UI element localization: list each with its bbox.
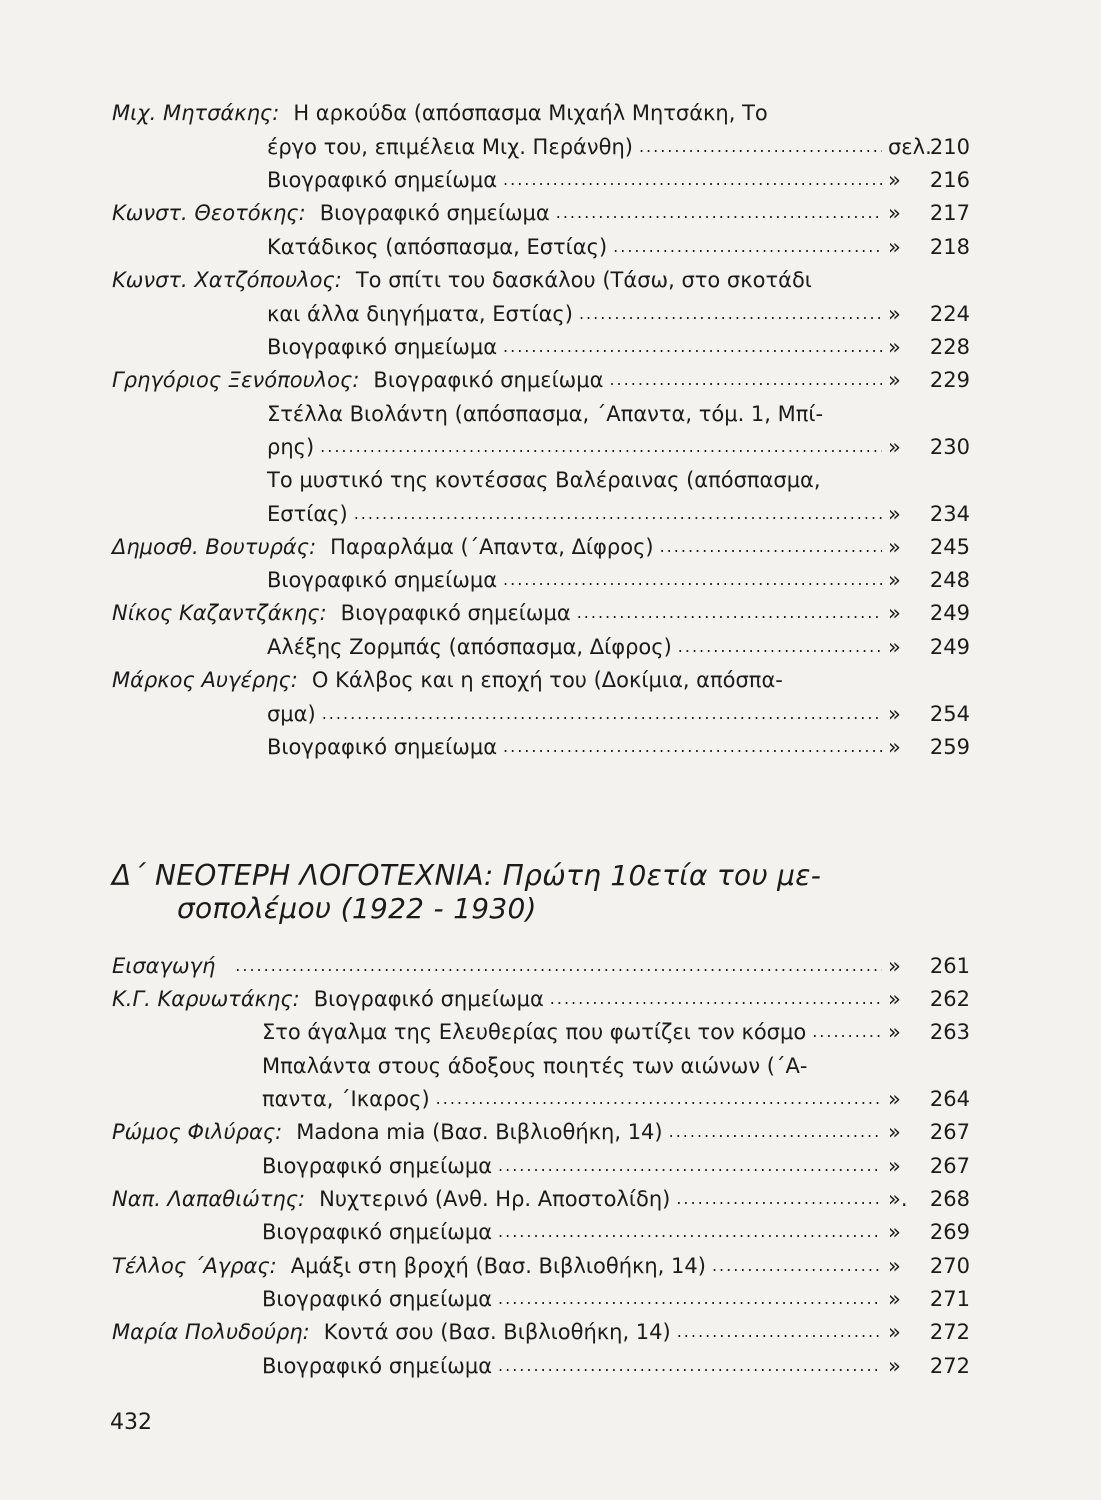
- toc-title: Βιογραφικό σημείωμα: [262, 1220, 493, 1244]
- toc-page-number: 210: [929, 135, 970, 159]
- toc-entry: [112, 1045, 970, 1079]
- toc-title: Κοντά σου (Βασ. Βιβλιοθήκη, 14): [323, 1320, 671, 1344]
- dot-leader: [503, 334, 882, 360]
- page-prefix: »: [888, 987, 901, 1011]
- toc-entry: [112, 1145, 970, 1179]
- toc-entry: [112, 393, 970, 427]
- toc-author: Κ.Γ. Καρυωτάκης:: [112, 987, 300, 1011]
- dot-leader: [660, 534, 882, 560]
- toc-author: Κωνστ. Χατζόπουλος:: [112, 268, 342, 292]
- toc-title: Η αρκούδα (απόσπασμα Μιχαήλ Μητσάκη, Το: [293, 101, 768, 125]
- toc-page-number: 272: [929, 1354, 970, 1378]
- toc-title: Παραρλάμα (΄Απαντα, Δίφρος): [330, 535, 654, 559]
- toc-title: ρης): [267, 435, 315, 459]
- dot-leader: [556, 200, 882, 226]
- toc-entry: [112, 1311, 970, 1345]
- toc-page-number: 254: [929, 702, 970, 726]
- toc-entry: [112, 326, 970, 360]
- toc-title: παντα, ΄Ικαρος): [262, 1087, 430, 1111]
- page-prefix: »: [888, 1320, 901, 1344]
- dot-leader: [498, 1219, 882, 1245]
- page-prefix: »: [888, 1020, 901, 1044]
- toc-entry: [112, 493, 970, 527]
- toc-page-number: 217: [929, 201, 970, 225]
- toc-entry: [112, 1078, 970, 1112]
- page-prefix: »: [888, 702, 901, 726]
- toc-entry: [112, 1345, 970, 1379]
- dot-leader: [639, 134, 882, 160]
- toc-entry: [112, 592, 970, 626]
- toc-entry: [112, 426, 970, 460]
- page-prefix: »: [888, 1254, 901, 1278]
- page-prefix: »: [888, 1354, 901, 1378]
- toc-page-number: 234: [929, 502, 970, 526]
- toc-page-number: 230: [929, 435, 970, 459]
- toc-page-number: 249: [929, 601, 970, 625]
- toc-page-number: 270: [929, 1254, 970, 1278]
- toc-entry: [112, 159, 970, 193]
- toc-entry: [112, 726, 970, 760]
- toc-page-number: 264: [929, 1087, 970, 1111]
- page-prefix: »: [888, 535, 901, 559]
- page-prefix: »: [888, 368, 901, 392]
- page-prefix: »: [888, 1087, 901, 1111]
- toc-title: Αμάξι στη βροχή (Βασ. Βιβλιοθήκη, 14): [290, 1254, 706, 1278]
- toc-entry: [112, 659, 970, 693]
- toc-title: Αλέξης Ζορμπάς (απόσπασμα, Δίφρος): [267, 635, 672, 659]
- toc-page-number: 262: [929, 987, 970, 1011]
- dot-leader: [503, 734, 882, 760]
- toc-entry: [112, 559, 970, 593]
- toc-entry: [112, 1278, 970, 1312]
- toc-title: Madona mia (Βασ. Βιβλιοθήκη, 14): [296, 1120, 663, 1144]
- toc-title: Βιογραφικό σημείωμα: [267, 568, 498, 592]
- toc-author: Εισαγωγή: [112, 954, 216, 978]
- dot-leader: [498, 1286, 882, 1312]
- dot-leader: [436, 1086, 882, 1112]
- toc-entry: [112, 92, 970, 126]
- toc-title: Βιογραφικό σημείωμα: [262, 1154, 493, 1178]
- dot-leader: [677, 1319, 882, 1345]
- toc-author: Ρώμος Φιλύρας:: [112, 1120, 283, 1144]
- toc-title: Το σπίτι του δασκάλου (Τάσω, στο σκοτάδι: [355, 268, 812, 292]
- section-heading-line-1: Δ΄ ΝΕΟΤΕΡΗ ΛΟΓΟΤΕΧΝΙΑ: Πρώτη 10ετία του με-: [112, 859, 822, 892]
- dot-leader: [503, 567, 882, 593]
- toc-author: Μιχ. Μητσάκης:: [112, 101, 280, 125]
- toc-author: Δημοσθ. Βουτυράς:: [112, 535, 317, 559]
- page-prefix: σελ.: [888, 135, 932, 159]
- toc-page-number: 229: [929, 368, 970, 392]
- page-prefix: ».: [888, 1187, 908, 1211]
- dot-leader: [498, 1153, 882, 1179]
- toc-page-number: 245: [929, 535, 970, 559]
- toc-title: σμα): [267, 702, 316, 726]
- toc-entry: [112, 359, 970, 393]
- toc-title: Στέλλα Βιολάντη (απόσπασμα, ΄Απαντα, τόμ. 1, Μπί-: [267, 402, 824, 426]
- toc-entry: [112, 126, 970, 160]
- toc-entry: [112, 1011, 970, 1045]
- toc-title: Στο άγαλμα της Ελευθερίας που φωτίζει τον κόσμο: [262, 1020, 807, 1044]
- toc-title: Μπαλάντα στους άδοξους ποιητές των αιώνων (΄Α-: [262, 1054, 808, 1078]
- toc-entry: [112, 978, 970, 1012]
- toc-entry: [112, 293, 970, 327]
- page-prefix: »: [888, 502, 901, 526]
- page-prefix: »: [888, 302, 901, 326]
- section-heading-line-2: σοπολέμου (1922 - 1930): [177, 892, 537, 925]
- toc-title: Βιογραφικό σημείωμα: [267, 335, 498, 359]
- toc-title: Βιογραφικό σημείωμα: [262, 1287, 493, 1311]
- page-prefix: »: [888, 1154, 901, 1178]
- toc-title: Βιογραφικό σημείωμα: [267, 168, 498, 192]
- toc-title: Κατάδικος (απόσπασμα, Εστίας): [267, 235, 608, 259]
- toc-page-number: 269: [929, 1220, 970, 1244]
- toc-page-number: 268: [929, 1187, 970, 1211]
- toc-title: και άλλα διηγήματα, Εστίας): [267, 302, 573, 326]
- dot-leader: [609, 367, 882, 393]
- dot-leader: [577, 600, 882, 626]
- toc-entry: [112, 1245, 970, 1279]
- toc-title: Το μυστικό της κοντέσσας Βαλέραινας (απόσπασμα,: [267, 468, 821, 492]
- dot-leader: [235, 953, 882, 979]
- toc-page-number: 263: [929, 1020, 970, 1044]
- page-prefix: »: [888, 601, 901, 625]
- toc-title: Βιογραφικό σημείωμα: [373, 368, 604, 392]
- dot-leader: [579, 301, 882, 327]
- toc-author: Κωνστ. Θεοτόκης:: [112, 201, 306, 225]
- toc-entry: [112, 945, 970, 979]
- toc-entry: [112, 1211, 970, 1245]
- toc-title: έργο του, επιμέλεια Μιχ. Περάνθη): [267, 135, 633, 159]
- page-prefix: »: [888, 635, 901, 659]
- page-prefix: »: [888, 735, 901, 759]
- toc-page-number: 228: [929, 335, 970, 359]
- dot-leader: [498, 1353, 882, 1379]
- dot-leader: [550, 986, 882, 1012]
- toc-title: Βιογραφικό σημείωμα: [313, 987, 544, 1011]
- toc-page-number: 248: [929, 568, 970, 592]
- toc-author: Ναπ. Λαπαθιώτης:: [112, 1187, 306, 1211]
- toc-entry: [112, 192, 970, 226]
- toc-page-number: 271: [929, 1287, 970, 1311]
- toc-page-number: 261: [929, 954, 970, 978]
- toc-page-number: 267: [929, 1154, 970, 1178]
- page-prefix: »: [888, 1287, 901, 1311]
- page-prefix: »: [888, 201, 901, 225]
- toc-page-number: 216: [929, 168, 970, 192]
- dot-leader: [320, 434, 882, 460]
- toc-title: Νυχτερινό (Ανθ. Ηρ. Αποστολίδη): [319, 1187, 671, 1211]
- toc-author: Νίκος Καζαντζάκης:: [112, 601, 327, 625]
- toc-entry: [112, 226, 970, 260]
- toc-entry: [112, 1111, 970, 1145]
- toc-page-number: 259: [929, 735, 970, 759]
- toc-title: Βιογραφικό σημείωμα: [340, 601, 571, 625]
- toc-entry: [112, 259, 970, 293]
- toc-author: Γρηγόριος Ξενόπουλος:: [112, 368, 360, 392]
- page-number: 432: [110, 1410, 152, 1435]
- toc-title: Βιογραφικό σημείωμα: [262, 1354, 493, 1378]
- page-prefix: »: [888, 235, 901, 259]
- dot-leader: [678, 634, 882, 660]
- dot-leader: [613, 234, 882, 260]
- toc-title: Βιογραφικό σημείωμα: [319, 201, 550, 225]
- page-prefix: »: [888, 568, 901, 592]
- toc-entry: [112, 626, 970, 660]
- dot-leader: [676, 1186, 882, 1212]
- toc-page-number: 249: [929, 635, 970, 659]
- toc-page-number: 272: [929, 1320, 970, 1344]
- toc-title: Εστίας): [267, 502, 348, 526]
- page-prefix: »: [888, 954, 901, 978]
- page-prefix: »: [888, 1120, 901, 1144]
- dot-leader: [712, 1253, 882, 1279]
- toc-page-number: 224: [929, 302, 970, 326]
- page-prefix: »: [888, 335, 901, 359]
- toc-title: Ο Κάλβος και η εποχή του (Δοκίμια, απόσπα-: [311, 668, 783, 692]
- toc-entry: [112, 1178, 970, 1212]
- dot-leader: [669, 1119, 882, 1145]
- dot-leader: [812, 1019, 882, 1045]
- page-prefix: »: [888, 168, 901, 192]
- toc-author: Μάρκος Αυγέρης:: [112, 668, 298, 692]
- toc-page-number: 267: [929, 1120, 970, 1144]
- toc-entry: [112, 526, 970, 560]
- page-prefix: »: [888, 1220, 901, 1244]
- toc-page-number: 218: [929, 235, 970, 259]
- toc-entry: [112, 693, 970, 727]
- toc-entry: [112, 459, 970, 493]
- dot-leader: [503, 167, 882, 193]
- toc-author: Τέλλος ΄Αγρας:: [112, 1254, 277, 1278]
- dot-leader: [354, 501, 882, 527]
- dot-leader: [322, 701, 882, 727]
- toc-author: Μαρία Πολυδούρη:: [112, 1320, 310, 1344]
- page-prefix: »: [888, 435, 901, 459]
- toc-title: Βιογραφικό σημείωμα: [267, 735, 498, 759]
